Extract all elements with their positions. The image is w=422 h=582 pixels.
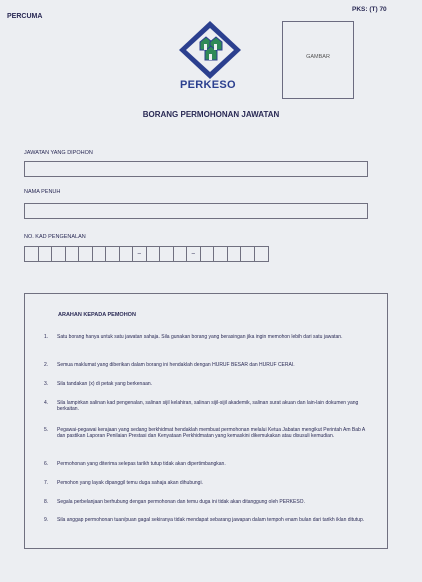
instruction-text: Sila lampirkan salinan kad pengenalan, salinan sijil kelahiran, salinan sijil-sijil akademik, salinan surat akuan dan lain-lain dokumen yang berkaitan. bbox=[57, 400, 359, 413]
instruction-item bbox=[44, 517, 374, 523]
instruction-text: Sila tandakan (x) di petak yang berkenaan. bbox=[57, 381, 153, 387]
instruction-number: 7. bbox=[44, 480, 49, 486]
ic-digit-cell[interactable] bbox=[147, 247, 161, 261]
instruction-number: 2. bbox=[44, 362, 49, 368]
free-label: PERCUMA bbox=[7, 13, 43, 20]
ic-separator: – bbox=[133, 247, 147, 261]
ic-digit-cell[interactable] bbox=[52, 247, 66, 261]
photo-label: GAMBAR bbox=[306, 54, 330, 60]
instruction-number: 8. bbox=[44, 499, 49, 505]
position-field[interactable] bbox=[24, 161, 368, 177]
instruction-text: Semua maklumat yang diberikan dalam borang ini hendaklah dengan HURUF BESAR dan HURUF CERAI. bbox=[57, 362, 295, 368]
instruction-item bbox=[44, 461, 374, 467]
ic-digit-cell[interactable] bbox=[160, 247, 174, 261]
ic-digit-cell[interactable] bbox=[39, 247, 53, 261]
form-code: PKS: (T) 70 bbox=[352, 6, 387, 13]
instruction-item bbox=[44, 362, 374, 368]
ic-digit-cell[interactable] bbox=[79, 247, 93, 261]
instruction-number: 3. bbox=[44, 381, 49, 387]
instruction-number: 6. bbox=[44, 461, 49, 467]
ic-digit-cell[interactable] bbox=[228, 247, 242, 261]
ic-separator: – bbox=[187, 247, 201, 261]
instruction-text: Sila anggap permohonan tuan/puan gagal sekiranya tidak mendapat sebarang jawapan dalam tempoh enam bulan dari tarikh iklan ditutup. bbox=[57, 517, 365, 523]
instruction-item bbox=[44, 480, 374, 486]
ic-digit-cell[interactable] bbox=[120, 247, 134, 261]
ic-digit-cell[interactable] bbox=[255, 247, 269, 261]
ic-digit-cell[interactable] bbox=[214, 247, 228, 261]
ic-digit-cell[interactable] bbox=[93, 247, 107, 261]
ic-digit-cell[interactable] bbox=[25, 247, 39, 261]
ic-number-label: NO. KAD PENGENALAN bbox=[24, 234, 86, 240]
perkeso-logo-icon bbox=[177, 20, 243, 80]
instruction-text: Segala perbelanjaan berhubung dengan permohonan dan temu duga ini tidak akan ditanggung oleh PERKESO. bbox=[57, 499, 305, 505]
instruction-item bbox=[44, 334, 374, 340]
instruction-item bbox=[44, 400, 374, 413]
instructions-title: ARAHAN KEPADA PEMOHON bbox=[58, 312, 136, 318]
photo-box bbox=[282, 21, 354, 99]
instruction-text: Permohonan yang diterima selepas tarikh tutup tidak akan dipertimbangkan. bbox=[57, 461, 226, 467]
instruction-text: Pemohon yang layak dipanggil temu duga sahaja akan dihubungi. bbox=[57, 480, 203, 486]
instruction-item bbox=[44, 381, 374, 387]
position-label: JAWATAN YANG DIPOHON bbox=[24, 150, 93, 156]
instruction-number: 9. bbox=[44, 517, 49, 523]
instruction-item bbox=[44, 499, 374, 505]
instructions-box bbox=[24, 293, 388, 549]
instruction-text: Satu borang hanya untuk satu jawatan sahaja. Sila gunakan borang yang berasingan jika ingin memohon lebih dari satu jawatan. bbox=[57, 334, 343, 340]
full-name-label: NAMA PENUH bbox=[24, 189, 61, 195]
instruction-number: 4. bbox=[44, 400, 49, 406]
ic-digit-cell[interactable] bbox=[174, 247, 188, 261]
ic-digit-cell[interactable] bbox=[201, 247, 215, 261]
ic-number-field[interactable] bbox=[24, 246, 269, 262]
instruction-item bbox=[44, 427, 374, 440]
form-title: BORANG PERMOHONAN JAWATAN bbox=[142, 110, 280, 119]
ic-digit-cell[interactable] bbox=[106, 247, 120, 261]
ic-digit-cell[interactable] bbox=[66, 247, 80, 261]
full-name-field[interactable] bbox=[24, 203, 368, 219]
instruction-text: Pegawai-pegawai kerajaan yang sedang berkhidmat hendaklah membuat permohonan melalui Ketua Jabatan mengikut Perintah Am Bab A dan pastikan Laporan Penilaian Prestasi dan Kenyataan Perkhidmatan yang kemaskini dikemukakan atau disusuli kemudian. bbox=[57, 427, 365, 440]
instruction-number: 1. bbox=[44, 334, 49, 340]
instruction-number: 5. bbox=[44, 427, 49, 433]
logo-brand-text: PERKESO bbox=[180, 79, 236, 91]
ic-digit-cell[interactable] bbox=[241, 247, 255, 261]
